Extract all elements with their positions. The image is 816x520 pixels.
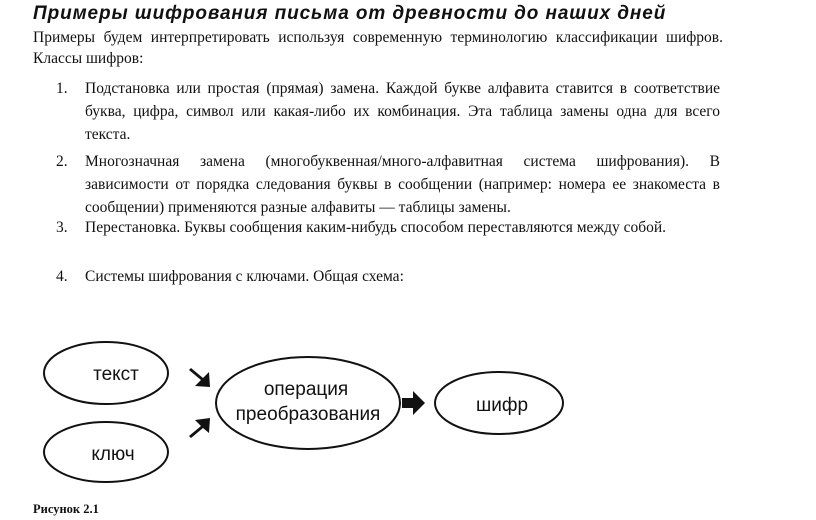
- list-item-text: Подстановка или простая (прямая) замена. Каждой букве алфавита ставится в соответствие буква, цифра, символ или какая-либо их комбинация. Эта таблица замены одна для всего текста.: [85, 80, 720, 143]
- arrow-text-to-operation: [189, 368, 210, 387]
- key-node-label: ключ: [91, 444, 135, 465]
- list-item-number: 4.: [56, 268, 68, 285]
- intro-paragraph: Примеры будем интерпретировать используя современную терминологию классификации шифров. Классы шифров:: [33, 29, 723, 67]
- arrow-operation-to-cipher: [402, 391, 425, 415]
- operation-node-ellipse: [216, 357, 400, 449]
- operation-node-label-line1: операция: [263, 379, 349, 400]
- cipher-node-label: шифр: [475, 395, 529, 416]
- text-node-label: текст: [93, 364, 139, 385]
- list-item-text: Перестановка. Буквы сообщения каким-нибудь способом переставляются между собой.: [85, 219, 667, 236]
- list-item-text: Системы шифрования с ключами. Общая схема:: [85, 268, 404, 285]
- operation-node-label-line2: преобразования: [235, 404, 381, 425]
- list-item-number: 2.: [56, 153, 68, 170]
- page-title: Примеры шифрования письма от древности до наших дней: [33, 3, 667, 24]
- list-item-number: 3.: [56, 219, 68, 236]
- arrow-key-to-operation: [189, 418, 210, 438]
- figure-caption: Рисунок 2.1: [33, 502, 99, 516]
- list-item-number: 1.: [56, 80, 68, 97]
- list-item-text: Многозначная замена (многобуквенная/много-алфавитная система шифрования). В зависимости от порядка следования буквы в сообщении (например: номера ее знакоместа в сообщении) применяются разные алфавиты — таблицы замены.: [85, 153, 720, 216]
